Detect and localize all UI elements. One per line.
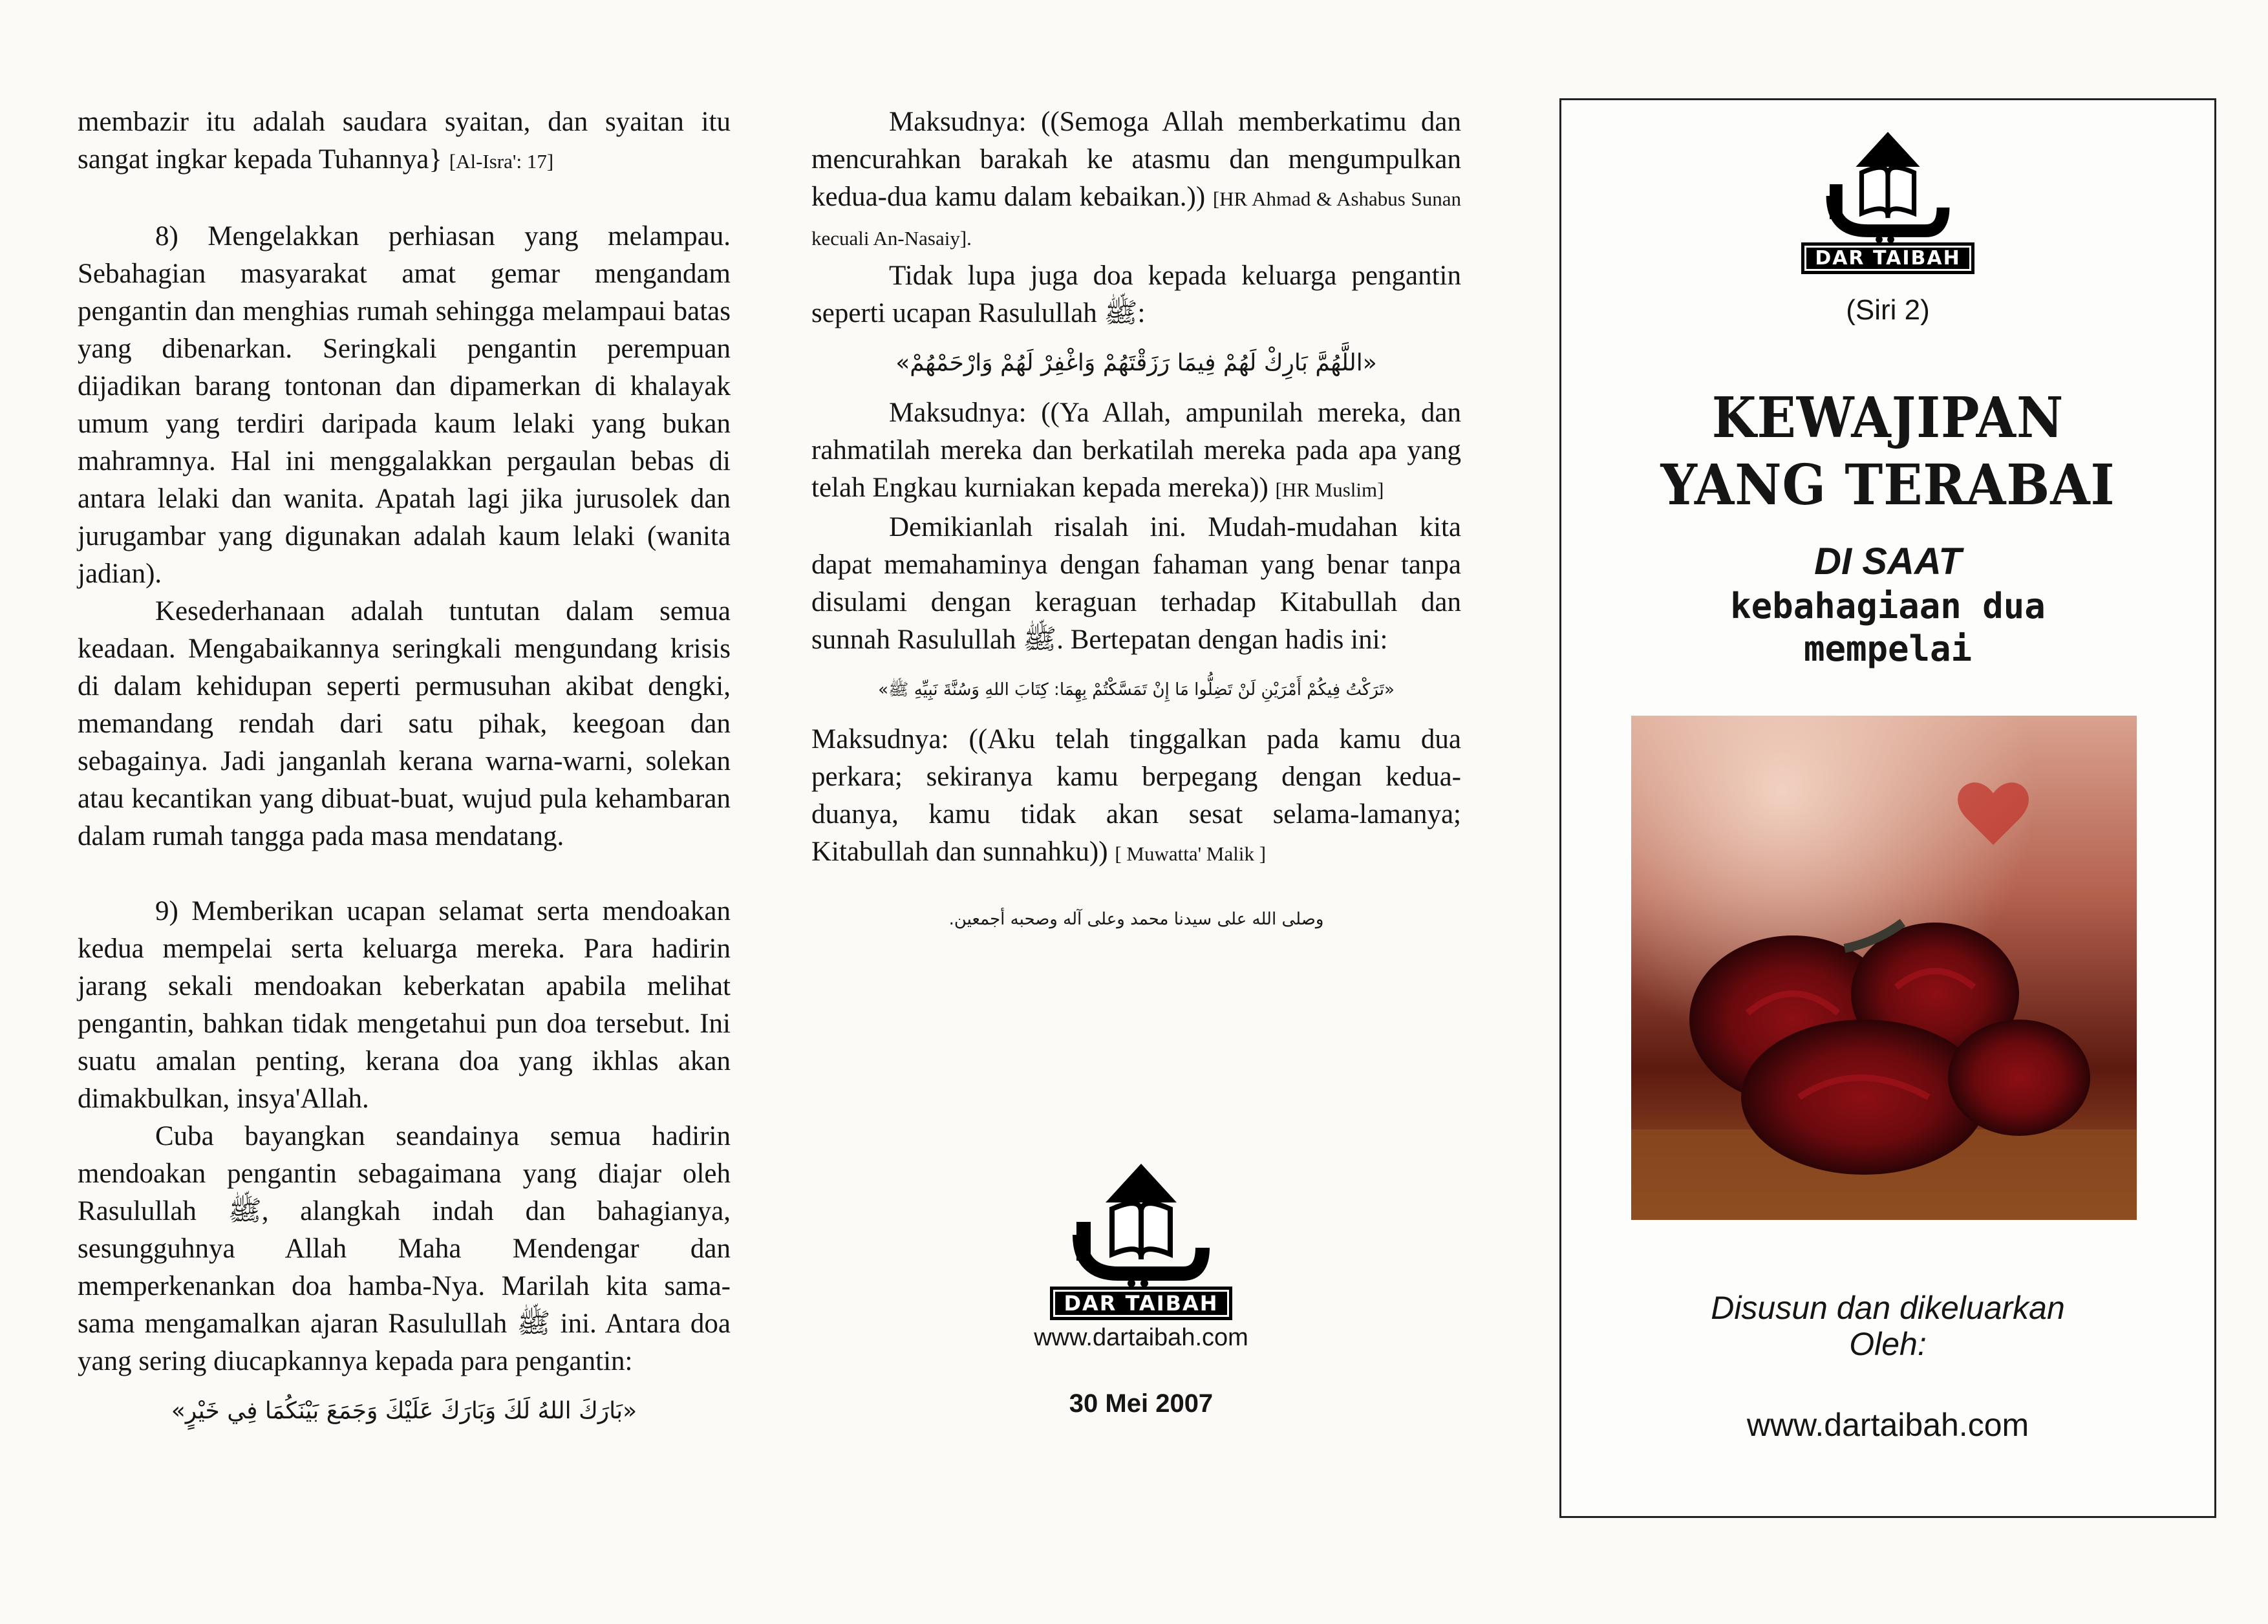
arabic-salawat: وصلى الله على سيدنا محمد وعلى آله وصحبه أجمعين. [948,910,1324,929]
compiled-by: Disusun dan dikeluarkan Oleh: [1711,1290,2065,1362]
arabic-doa-pengantin: «بَارَكَ اللهُ لَكَ وَبَارَكَ عَلَيْكَ وَجَمَعَ بَيْنَكُمَا فِي خَيْرٍ» [171,1398,637,1424]
logo-badge: DAR TAIBAH [1801,242,1974,274]
website-text: www.dartaibah.com [1034,1324,1248,1351]
subtitle-di-saat: DI SAAT [1814,540,1962,582]
publisher-footer [1031,1157,1251,1418]
paragraph-point-9: 9) Memberikan ucapan selamat serta mendoakan kedua mempelai serta keluarga mereka. Para hadirin jarang sekali mendoakan keberkatan apabila melihat pengantin, bahkan tidak mengetahui pun doa tersebut. Ini suatu amalan penting, kerana doa yang ikhlas akan dimakbulkan, insya'Allah. [78,896,731,1114]
logo-badge: DAR TAIBAH [1050,1287,1232,1320]
paragraph-maksud-1: Maksudnya: ((Semoga Allah memberkatimu dan mencurahkan barakah ke atasmu dan mengumpulkan kedua-dua kamu dalam kebaikan.)) [HR Ahmad & Ashabus Sunan kecuali An-Nasaiy]. [811,107,1461,250]
reference-muslim: [HR Muslim] [1275,478,1384,501]
reference-israa: [Al-Isra': 17] [449,150,554,173]
paragraph-doa-keluarga: Tidak lupa juga doa kepada keluarga pengantin seperti ucapan Rasulullah ﷺ: [811,261,1461,328]
paragraph-maksud-2: Maksudnya: ((Ya Allah, ampunilah mereka, dan rahmatilah mereka dan berkatilah mereka pada apa yang telah Engkau kurniakan kepada mereka)) [HR Muslim] [811,398,1461,503]
cover-logo [1561,126,2214,274]
arabic-hadith: «تَرَكْتُ فِيكُمْ أَمْرَيْنِ لَنْ تَضِلُّوا مَا إِنْ تَمَسَّكْتُمْ بِهِمَا: كِتَابَ اللهِ وَسُنَّةَ نَبِيِّهِ ﷺ» [878,680,1395,700]
paragraph-point-8: 8) Mengelakkan perhiasan yang melampau. Sebahagian masyarakat amat gemar mengandam pengantin dan menghias rumah sehingga melampaui batas yang dibenarkan. Seringkali pengantin perempuan dijadikan barang tontonan dan dipamerkan di khalayak umum yang terdiri daripada kaum lelaki yang bukan mahramnya. Hal ini menggalakkan pergaulan bebas di antara lelaki dan wanita. Apatah lagi jika jurusolek dan jurugambar yang digunakan adalah kaum lelaki (wanita jadian). [78,221,731,589]
reference-ahmad: [HR Ahmad & Ashabus Sunan kecuali An-Nasaiy]. [811,187,1461,250]
cover-photo-roses [1631,716,2137,1220]
arabic-doa-keluarga: «اللَّهُمَّ بَارِكْ لَهُمْ فِيمَا رَزَقْتَهُمْ وَاغْفِرْ لَهُمْ وَارْحَمْهُمْ» [895,350,1377,376]
column-middle [811,103,1461,950]
subtitle-mempelai: kebahagiaan dua mempelai [1730,586,2046,669]
reference-muwatta: [ Muwatta' Malik ] [1115,842,1267,865]
dar-taibah-logo-icon [1813,126,1962,242]
title-line-2: YANG TERABAI [1660,453,2115,518]
cover-website: www.dartaibah.com [1746,1407,2029,1443]
cover-title [1587,385,2188,519]
publish-date: 30 Mei 2007 [1069,1389,1214,1418]
title-line-1: KEWAJIPAN [1711,385,2064,451]
column-left [78,103,731,1442]
paragraph-imagine: Cuba bayangkan seandainya semua hadirin mendoakan pengantin sebagaimana yang diajar oleh Rasulullah ﷺ, alangkah indah dan bahagianya, sesungguhnya Allah Maha Mendengar dan memperkenankan doa hamba-Nya. Marilah kita sama-sama mengamalkan ajaran Rasulullah ﷺ ini. Antara doa yang sering diucapkannya kepada para pengantin: [78,1121,731,1376]
dar-taibah-logo-icon [1060,1157,1222,1287]
roses-image-icon [1631,716,2137,1220]
cover-panel [1559,98,2216,1518]
paragraph-maksud-3: Maksudnya: ((Aku telah tinggalkan pada kamu dua perkara; sekiranya kamu berpegang dengan kedua-duanya, kamu tidak akan sesat selama-lamanya; Kitabullah dan sunnahku)) [ Muwatta' Malik ] [811,724,1461,867]
paragraph-conclusion: Demikianlah risalah ini. Mudah-mudahan kita dapat memahaminya dengan fahaman yang benar tanpa disulami dengan keraguan terhadap Kitabullah dan sunnah Rasulullah ﷺ. Bertepatan dengan hadis ini: [811,512,1461,655]
paragraph-moderation: Kesederhanaan adalah tuntutan dalam semua keadaan. Mengabaikannya seringkali mengundang krisis di dalam kehidupan seperti permusuhan akibat dengki, memandang rendah dari satu pihak, keegoan dan sebagainya. Jadi janganlah kerana warna-warni, solekan atau kecantikan yang dibuat-buat, wujud pula kehambaran dalam rumah tangga pada masa mendatang. [78,596,731,851]
series-label: (Siri 2) [1846,294,1930,326]
paragraph-israa: membazir itu adalah saudara syaitan, dan syaitan itu sangat ingkar kepada Tuhannya} [Al-Isra': 17] [78,107,731,175]
